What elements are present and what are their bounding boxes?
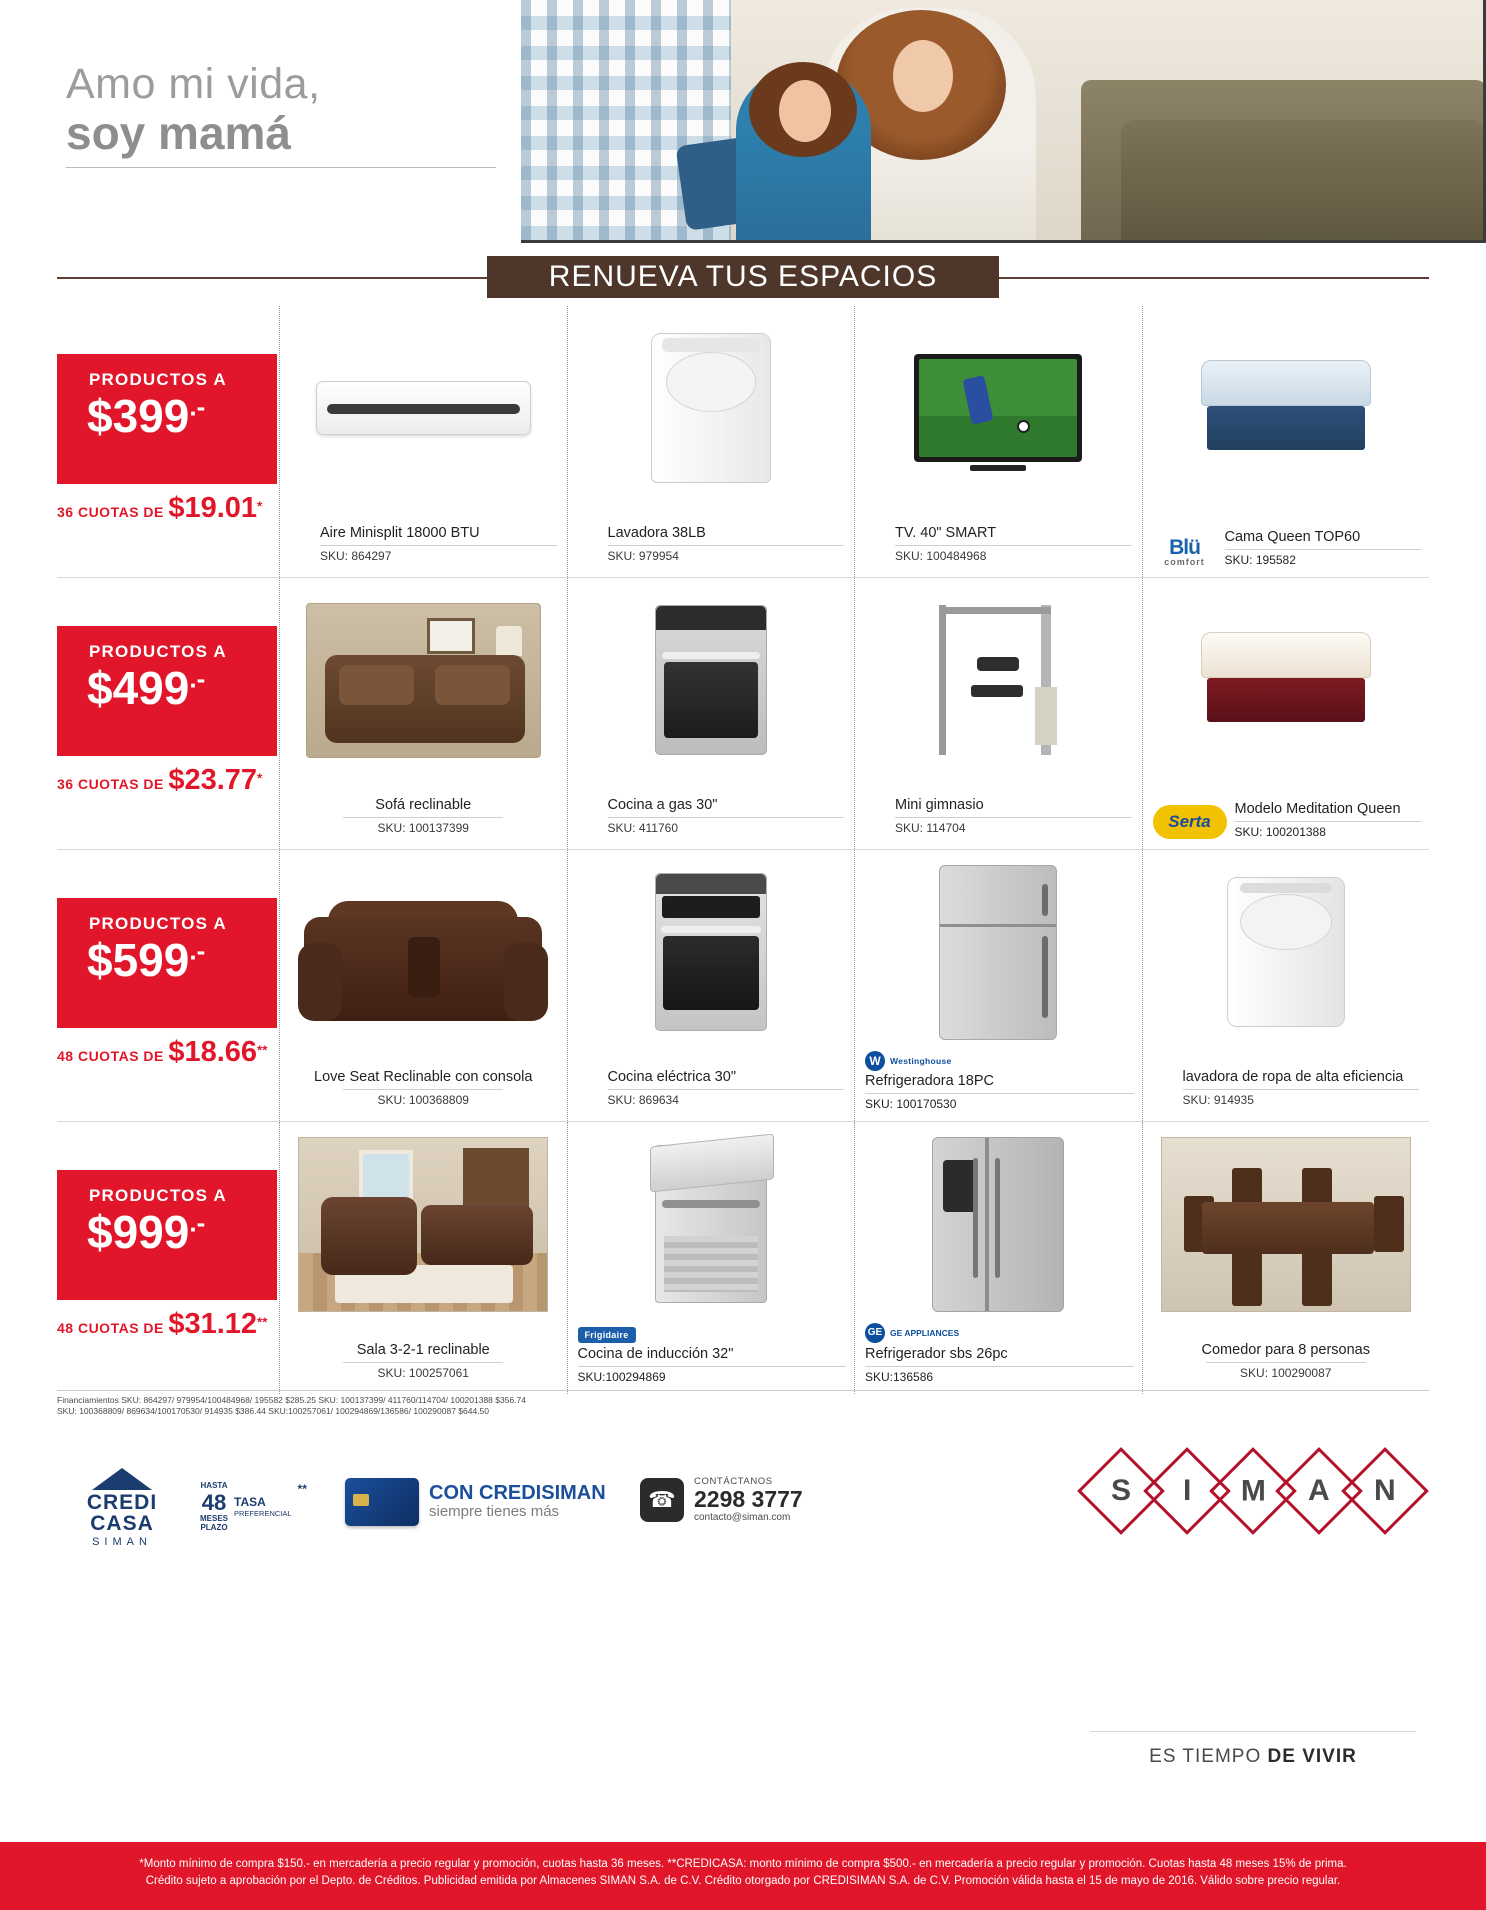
product-image-induction-range xyxy=(578,1130,845,1318)
ge-appliances-logo: GE GE APPLIANCES xyxy=(865,1323,959,1343)
product-caption xyxy=(320,525,557,563)
section-banner xyxy=(0,250,1486,306)
hero-mother-face xyxy=(893,40,953,112)
product-cell[interactable] xyxy=(1142,306,1430,577)
price-value: $599 xyxy=(87,934,190,986)
price-suffix: .- xyxy=(189,663,206,694)
headset-icon: ☎ xyxy=(640,1478,684,1522)
product-image-washer xyxy=(578,314,845,502)
installments-star: * xyxy=(257,770,263,786)
product-cell[interactable] xyxy=(854,850,1142,1121)
tasa-preferencial-badge xyxy=(200,1482,307,1533)
installments-prefix: 36 CUOTAS DE xyxy=(57,504,164,520)
product-sku: SKU: 100201388 xyxy=(1234,825,1326,839)
installments xyxy=(57,1308,287,1341)
caption-rule xyxy=(895,817,1132,818)
product-sku: SKU: 100257061 xyxy=(377,1366,469,1380)
product-name: lavadora de ropa de alta eficiencia xyxy=(1182,1069,1404,1085)
caption-rule xyxy=(1206,1362,1366,1363)
product-name: Lavadora 38LB xyxy=(607,525,706,541)
financing-note-line-1: Financiamientos SKU: 864297/ 979954/100484968/ 195582 $285.25 SKU: 100137399/ 411760/114704/ 100201388 $356.74 xyxy=(57,1395,526,1405)
product-image-side-by-side-fridge xyxy=(865,1130,1132,1318)
tasa-block xyxy=(234,1496,292,1518)
product-image-tv xyxy=(865,314,1132,502)
product-sku: SKU: 979954 xyxy=(607,549,679,563)
product-image-top-load-washer xyxy=(1153,858,1420,1046)
product-caption xyxy=(608,525,845,563)
product-cell[interactable] xyxy=(854,1122,1142,1394)
product-image-sofa xyxy=(290,586,557,774)
price-value: $999 xyxy=(87,1206,190,1258)
product-name: Modelo Meditation Queen xyxy=(1234,801,1401,818)
price-badge-amount xyxy=(87,392,277,440)
product-sku: SKU: 869634 xyxy=(607,1093,679,1107)
contact-block[interactable] xyxy=(640,1476,803,1523)
meses-label: MESES xyxy=(200,1513,229,1523)
credisiman-line-2: siempre tienes más xyxy=(429,1503,560,1521)
installments-star: ** xyxy=(257,1042,268,1058)
product-sku: SKU: 864297 xyxy=(320,549,392,563)
product-caption xyxy=(895,525,1132,563)
serta-logo: Serta xyxy=(1153,805,1227,839)
credicasa-line-2: CASA xyxy=(90,1512,154,1535)
price-badge-label: PRODUCTOS A xyxy=(89,1186,227,1205)
product-name: Sala 3-2-1 reclinable xyxy=(356,1342,490,1358)
product-cell[interactable] xyxy=(279,306,567,577)
product-image-mattress xyxy=(1153,586,1420,774)
headline-line-1: Amo mi vida, xyxy=(66,60,321,108)
product-name: Aire Minisplit 18000 BTU xyxy=(320,525,480,541)
frigidaire-logo: Frigidaire xyxy=(578,1327,636,1343)
installments-star: ** xyxy=(257,1314,268,1330)
price-badge-amount xyxy=(87,936,277,984)
contact-email[interactable]: contacto@siman.com xyxy=(694,1512,791,1524)
caption-rule xyxy=(865,1366,1134,1367)
product-name: Refrigeradora 18PC xyxy=(865,1073,994,1090)
product-caption xyxy=(280,1342,567,1380)
caption-rule xyxy=(343,1089,503,1090)
price-badge-label: PRODUCTOS A xyxy=(89,642,227,661)
caption-rule xyxy=(608,817,845,818)
installments-prefix: 48 CUOTAS DE xyxy=(57,1048,164,1064)
product-cell[interactable] xyxy=(279,850,567,1121)
product-name: Cocina de inducción 32" xyxy=(577,1346,734,1363)
caption-rule xyxy=(343,1362,503,1363)
blu-comfort-logo: Blü comfort xyxy=(1164,536,1205,567)
caption-rule xyxy=(1183,1089,1420,1090)
plazo-label: PLAZO xyxy=(200,1522,228,1532)
price-suffix: .- xyxy=(189,935,206,966)
credicasa-line-3: SIMAN xyxy=(92,1536,152,1548)
product-caption xyxy=(865,1051,1134,1111)
westinghouse-logo: W Westinghouse xyxy=(865,1051,952,1071)
products-grid xyxy=(57,306,1429,1394)
product-name: Mini gimnasio xyxy=(895,797,984,813)
product-image-ac xyxy=(290,314,557,502)
siman-tagline-bold: DE VIVIR xyxy=(1267,1746,1357,1767)
product-image-refrigerator xyxy=(865,858,1132,1046)
installments-prefix: 36 CUOTAS DE xyxy=(57,776,164,792)
meses-number: 48 xyxy=(201,1489,227,1515)
siman-logo xyxy=(1090,1460,1416,1768)
product-cell[interactable] xyxy=(567,578,855,849)
product-sku: SKU: 100170530 xyxy=(865,1097,957,1111)
product-caption xyxy=(280,1069,567,1107)
product-name: Refrigerador sbs 26pc xyxy=(865,1346,1008,1363)
legal-bar xyxy=(0,1842,1486,1910)
product-cell[interactable] xyxy=(567,850,855,1121)
hasta-label: HASTA xyxy=(200,1481,228,1490)
siman-letter-text: S xyxy=(1110,1473,1132,1507)
caption-rule xyxy=(578,1366,847,1367)
legal-line-2: Crédito sujeto a aprobación por el Depto. de Créditos. Publicidad emitida por Almacenes SIMAN S.A. de C.V. Crédito otorgado por CREDISIMAN S.A. de C.V. Promoción válida hasta el 15 de mayo de 2016. Válido sobre precio regular. xyxy=(145,1875,1341,1888)
installments xyxy=(57,1036,287,1069)
installments xyxy=(57,492,287,525)
product-cell[interactable] xyxy=(567,1122,855,1394)
product-image-gas-range xyxy=(578,586,845,774)
product-caption xyxy=(608,1069,845,1107)
credisiman-block xyxy=(345,1478,606,1526)
price-value: $399 xyxy=(87,390,190,442)
page-footer xyxy=(0,1430,1486,1840)
siman-letter-text: N xyxy=(1374,1473,1396,1507)
headline-line-2: soy mamá xyxy=(66,107,292,160)
caption-rule xyxy=(865,1093,1134,1094)
price-badge xyxy=(57,354,277,484)
product-image-living-room-set xyxy=(290,1130,557,1318)
financing-note xyxy=(57,1390,1429,1418)
siman-letter xyxy=(1341,1447,1429,1535)
product-row xyxy=(57,306,1429,578)
price-suffix: .- xyxy=(189,391,206,422)
installments xyxy=(57,764,287,797)
product-image-home-gym xyxy=(865,586,1132,774)
product-image-electric-range xyxy=(578,858,845,1046)
product-sku: SKU: 195582 xyxy=(1224,553,1296,567)
product-cell[interactable] xyxy=(854,306,1142,577)
caption-rule xyxy=(1235,821,1422,822)
preferencial-label: PREFERENCIAL xyxy=(234,1508,292,1518)
product-image-dining-set xyxy=(1153,1130,1420,1318)
product-name: Cama Queen TOP60 xyxy=(1224,529,1361,546)
product-image-loveseat xyxy=(290,858,557,1046)
installments-amount: $18.66 xyxy=(168,1036,258,1068)
banner-title: RENUEVA TUS ESPACIOS xyxy=(487,256,999,298)
meses-plazo-block xyxy=(200,1482,228,1533)
siman-letter-text: A xyxy=(1308,1473,1330,1507)
hero-daughter-face xyxy=(779,80,831,142)
product-sku: SKU: 100368809 xyxy=(377,1093,469,1107)
hero-sofa-cushions xyxy=(1121,120,1486,243)
price-badge-label: PRODUCTOS A xyxy=(89,914,227,933)
product-sku: SKU: 411760 xyxy=(607,821,678,835)
caption-rule xyxy=(608,545,845,546)
tasa-label: TASA xyxy=(234,1495,266,1510)
page-header xyxy=(0,0,1486,250)
product-sku: SKU:100294869 xyxy=(577,1370,666,1384)
product-caption xyxy=(608,797,845,835)
installments-amount: $23.77 xyxy=(168,764,258,796)
credisiman-line-1: CON CREDISIMAN xyxy=(429,1482,606,1505)
product-cell[interactable] xyxy=(567,306,855,577)
installments-prefix: 48 CUOTAS DE xyxy=(57,1320,164,1336)
credicasa-logo xyxy=(62,1468,182,1548)
product-sku: SKU: 100290087 xyxy=(1240,1366,1332,1380)
hero-image xyxy=(521,0,1486,243)
product-sku: SKU: 100137399 xyxy=(377,821,469,835)
product-name: Cocina a gas 30" xyxy=(607,797,718,813)
product-cell[interactable] xyxy=(279,1122,567,1394)
caption-rule xyxy=(1225,549,1422,550)
product-row xyxy=(57,1122,1429,1394)
caption-rule xyxy=(320,545,557,546)
price-badge-label: PRODUCTOS A xyxy=(89,370,227,389)
price-badge-amount xyxy=(87,664,277,712)
product-caption xyxy=(578,1327,847,1384)
headline-rule xyxy=(66,167,496,168)
product-name: Sofá reclinable xyxy=(375,797,472,813)
product-name: Love Seat Reclinable con consola xyxy=(314,1069,533,1085)
product-row xyxy=(57,578,1429,850)
tasa-asterisk: ** xyxy=(297,1482,307,1496)
product-cell[interactable] xyxy=(1142,850,1430,1121)
legal-line-1: *Monto mínimo de compra $150.- en mercadería a precio regular y promoción, cuotas hasta 36 meses. **CREDICASA: monto mínimo de compra $500.- en mercadería a precio regular y promoción. Cuotas hasta 48 meses 15% de prima. xyxy=(139,1858,1347,1870)
product-sku: SKU: 914935 xyxy=(1182,1093,1254,1107)
contact-phone[interactable]: 2298 3777 xyxy=(694,1486,803,1512)
price-value: $499 xyxy=(87,662,190,714)
product-row xyxy=(57,850,1429,1122)
product-sku: SKU:136586 xyxy=(865,1370,934,1384)
product-cell[interactable] xyxy=(279,578,567,849)
product-sku: SKU: 114704 xyxy=(895,821,966,835)
siman-tagline xyxy=(1090,1746,1416,1768)
installments-star: * xyxy=(257,498,263,514)
product-cell[interactable] xyxy=(1142,578,1430,849)
product-caption xyxy=(1143,1342,1430,1380)
caption-rule xyxy=(608,1089,845,1090)
installments-amount: $31.12 xyxy=(168,1308,258,1340)
siman-letter-text: I xyxy=(1182,1474,1192,1507)
product-name: Cocina eléctrica 30" xyxy=(607,1069,736,1085)
product-caption xyxy=(1153,529,1422,567)
price-suffix: .- xyxy=(189,1207,206,1238)
product-sku: SKU: 100484968 xyxy=(895,549,987,563)
price-badge-amount xyxy=(87,1208,277,1256)
credicasa-line-1: CREDI xyxy=(86,1491,158,1514)
product-cell[interactable] xyxy=(1142,1122,1430,1394)
financing-note-line-2: SKU: 100368809/ 869634/100170530/ 914935 $386.44 SKU:100257061/ 100294869/136586/ 100290087 $644.50 xyxy=(57,1406,490,1417)
siman-letter-text: M xyxy=(1240,1474,1266,1507)
credit-card-icon xyxy=(345,1478,419,1526)
caption-rule xyxy=(343,817,503,818)
installments-amount: $19.01 xyxy=(168,492,258,524)
product-image-mattress xyxy=(1153,314,1420,502)
product-caption xyxy=(865,1323,1134,1384)
contact-label: CONTÁCTANOS xyxy=(694,1476,773,1487)
house-roof-icon xyxy=(92,1468,152,1490)
product-cell[interactable] xyxy=(854,578,1142,849)
price-badge xyxy=(57,1170,277,1300)
product-caption xyxy=(1153,801,1422,839)
product-caption xyxy=(1183,1069,1420,1107)
price-badge xyxy=(57,626,277,756)
product-caption xyxy=(280,797,567,835)
siman-tagline-light: ES TIEMPO xyxy=(1149,1746,1268,1767)
caption-rule xyxy=(895,545,1132,546)
product-caption xyxy=(895,797,1132,835)
headline xyxy=(66,62,506,168)
product-name: Comedor para 8 personas xyxy=(1201,1342,1370,1358)
price-badge xyxy=(57,898,277,1028)
product-name: TV. 40" SMART xyxy=(895,525,997,541)
